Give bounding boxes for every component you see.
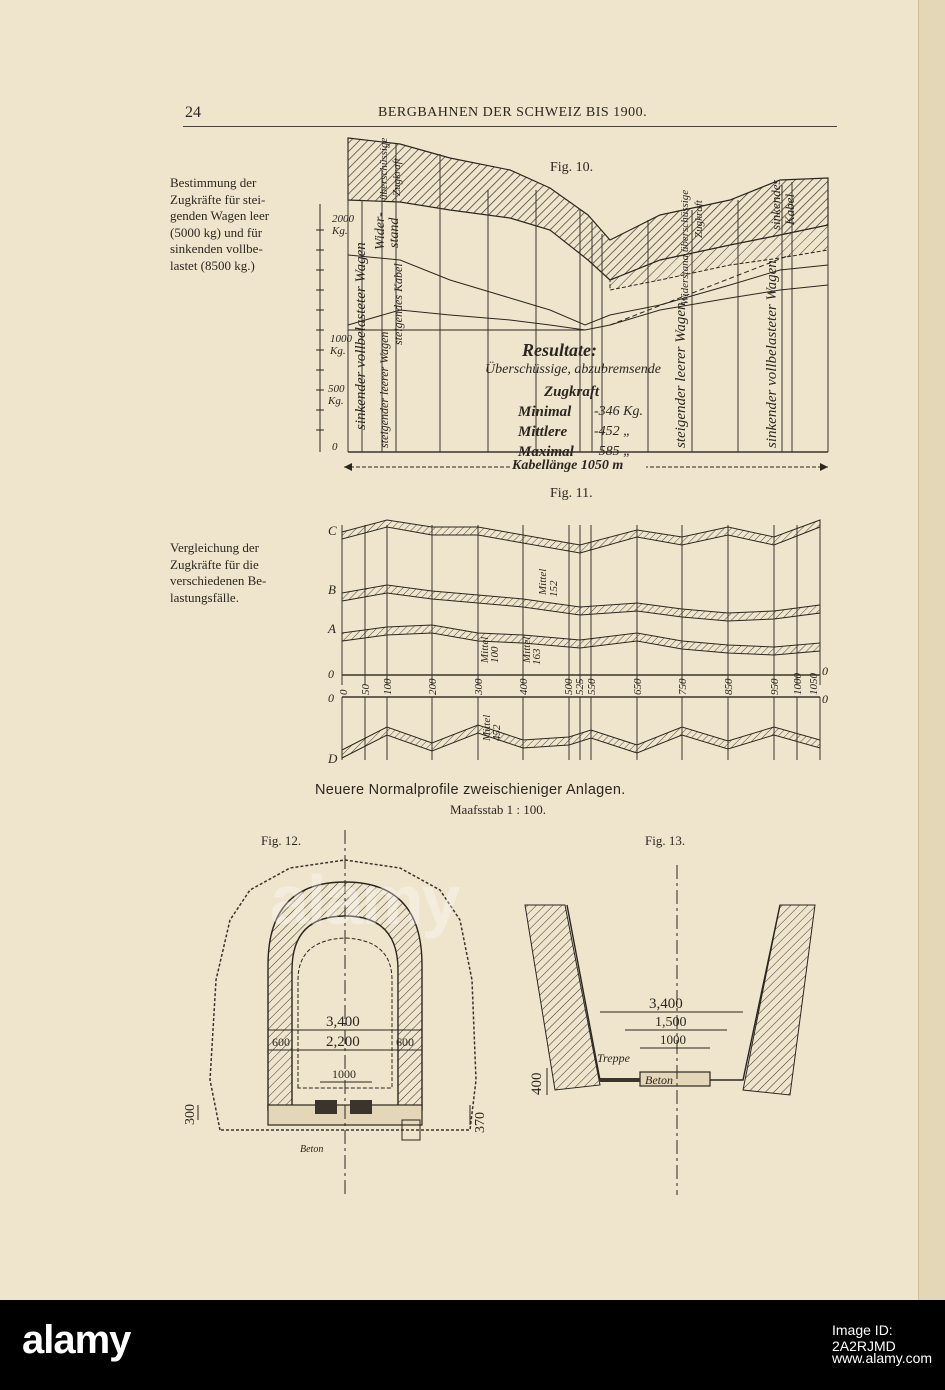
fig11-end-zero-top: 0 xyxy=(822,664,828,678)
fig11-mittel-a1: Mittel xyxy=(479,636,491,663)
fig11-xtick-400: 400 xyxy=(518,678,530,695)
fig10-side-text: Bestimmung der Zugkräfte für stei- genden Wagen leer (5000 kg) und für sinkenden vollbe- lastet (8500 kg.) xyxy=(170,175,270,273)
fig11-mittel-b: Mittel xyxy=(537,568,549,595)
fig10-label-sink-kabel-2: Kabel xyxy=(782,193,797,225)
running-head: BERGBAHNEN DER SCHWEIZ BIS 1900. xyxy=(378,105,648,120)
fig12-beton: Beton xyxy=(300,1144,324,1155)
fig10-label-steig-kabel: steigendes Kabel xyxy=(391,263,405,345)
stock-banner xyxy=(0,1300,945,1390)
fig12-dim-inner: 2,200 xyxy=(326,1034,360,1050)
fig10-y-2000: 2000 xyxy=(332,213,354,225)
fig11-xtick-50: 50 xyxy=(360,684,372,695)
stock-logo: alamy xyxy=(22,1318,131,1362)
fig10-y-500: 500 xyxy=(328,383,345,395)
fig11-mittel-b-value: 152 xyxy=(548,580,560,597)
fig11-band-b xyxy=(342,585,820,621)
page-number: 24 xyxy=(185,104,201,121)
fig13-dim-h-left: 400 xyxy=(529,1072,545,1095)
fig11-label-c: C xyxy=(328,523,337,538)
resultate-line1: Überschüssige, abzubremsende xyxy=(485,362,662,377)
fig13-slope-left xyxy=(525,905,600,1090)
fig13-dim-inner: 1000 xyxy=(660,1032,686,1047)
fig11-xtick-650: 650 xyxy=(632,678,644,695)
kabel-label: Kabellänge 1050 m xyxy=(512,458,624,473)
fig11-label-b: B xyxy=(328,582,336,597)
fig10-label-steig-leer-1: steigender leerer Wagen xyxy=(377,331,391,448)
fig10-label-wider-1: Wider- xyxy=(373,212,388,250)
fig12-dim-bottom: 1000 xyxy=(332,1067,356,1081)
fig11-band-a xyxy=(342,625,820,655)
fig11-mittel-d: Mittel xyxy=(481,714,493,741)
fig11-xtick-950: 950 xyxy=(769,678,781,695)
fig11-xtick-200: 200 xyxy=(427,678,439,695)
resultate-value: -346 Kg. xyxy=(594,404,644,419)
fig12-caption: Fig. 12. xyxy=(261,833,302,848)
resultate-row-0 xyxy=(518,404,698,424)
fig13-dim-mid: 1,500 xyxy=(655,1015,687,1030)
watermark-overlay-logo: alamy xyxy=(270,861,459,939)
fig12-dim-h-right: 370 xyxy=(473,1112,488,1133)
fig12-dim-total: 3,400 xyxy=(326,1014,360,1030)
resultate-row-1 xyxy=(518,424,698,444)
fig11-chart xyxy=(320,515,840,770)
fig12-dim-h-left: 300 xyxy=(183,1104,198,1125)
fig11-xtick-850: 850 xyxy=(723,678,735,695)
fig11-xtick-550: 550 xyxy=(586,678,598,695)
fig13-slope-right xyxy=(743,905,815,1095)
stock-url: www.alamy.com xyxy=(832,1350,933,1366)
resultate-title: Resultate: xyxy=(522,340,597,360)
fig13-caption: Fig. 13. xyxy=(645,833,686,848)
fig10-y-0: 0 xyxy=(332,441,338,453)
fig13-dim-total: 3,400 xyxy=(649,996,683,1012)
fig10-y-1000-unit: Kg. xyxy=(330,345,346,357)
fig10-y-500-unit: Kg. xyxy=(328,395,344,407)
fig10-label-wider-2: stand xyxy=(387,217,402,248)
fig11-xtick-0: 0 xyxy=(338,689,350,695)
fig10-label-steig-leer-2: steigender leerer Wagen xyxy=(673,302,689,448)
page-edge xyxy=(918,0,945,1300)
fig11-xtick-500: 500 xyxy=(563,678,575,695)
stock-image-id: Image ID: 2A2RJMD xyxy=(832,1322,896,1354)
fig13-cutting-profile xyxy=(515,850,835,1200)
fig13-beton: Beton xyxy=(645,1073,673,1087)
resultate-label: Maximal xyxy=(518,444,574,460)
fig10-y-2000-unit: Kg. xyxy=(332,225,348,237)
resultate-value: -585 „ xyxy=(594,444,631,459)
resultate-value: -452 „ xyxy=(594,424,631,439)
fig11-xtick-100: 100 xyxy=(382,678,394,695)
fig11-label-a: A xyxy=(328,621,336,636)
fig11-xtick-750: 750 xyxy=(677,678,689,695)
fig11-end-zero-bottom: 0 xyxy=(822,692,828,706)
fig11-xtick-1050: 1050 xyxy=(808,673,820,695)
fig10-y-1000: 1000 xyxy=(330,333,352,345)
fig11-caption: Fig. 11. xyxy=(550,486,593,501)
fig11-mittel-a1-value: 100 xyxy=(489,646,501,663)
header-rule xyxy=(183,126,837,127)
resultate-label: Minimal xyxy=(518,404,572,420)
fig11-xtick-300: 300 xyxy=(473,678,485,695)
fig11-xtick-1000: 1000 xyxy=(792,673,804,695)
resultate-label: Mittlere xyxy=(518,424,568,440)
fig11-label-0-top: 0 xyxy=(328,667,334,681)
fig11-label-0-bottom: 0 xyxy=(328,691,334,705)
fig11-band-c xyxy=(342,520,820,553)
resultate-line2: Zugkraft xyxy=(544,384,600,400)
fig11-label-d: D xyxy=(328,751,338,766)
fig12-dim-right: 600 xyxy=(396,1035,414,1049)
fig11-mittel-a2-value: 163 xyxy=(531,648,543,665)
fig10-label-ueber-zug-1: überschüssige xyxy=(378,137,390,200)
fig10-label-sink-kabel-1: sinkendes xyxy=(768,179,783,230)
fig13-treppe: Treppe xyxy=(597,1051,630,1065)
fig10-label-zugkraft-right: Zugkraft xyxy=(693,200,705,238)
fig10-label-wider-ueber: Widerstand überschüssige xyxy=(679,189,691,305)
fig11-band-d xyxy=(342,725,820,758)
fig11-mittel-d-value: 452 xyxy=(491,724,503,741)
fig11-mittel-a2: Mittel xyxy=(521,636,533,663)
section-scale: Maafsstab 1 : 100. xyxy=(450,802,547,817)
fig11-xtick-525: 525 xyxy=(574,678,586,695)
fig11-side-text: Vergleichung der Zugkräfte für die verschiedenen Be- lastungsfälle. xyxy=(170,540,267,605)
fig10-label-ueber-zug-2: Zugkraft xyxy=(391,158,403,196)
fig10-label-sink-voll-1: sinkender vollbelasteter Wagen xyxy=(353,242,369,430)
fig10-label-sink-voll-2: sinkender vollbelasteter Wagen xyxy=(764,260,780,448)
fig10-caption: Fig. 10. xyxy=(550,160,594,175)
section-title: Neuere Normalprofile zweischieniger Anlagen. xyxy=(315,782,626,798)
fig12-dim-left: 600 xyxy=(272,1035,290,1049)
